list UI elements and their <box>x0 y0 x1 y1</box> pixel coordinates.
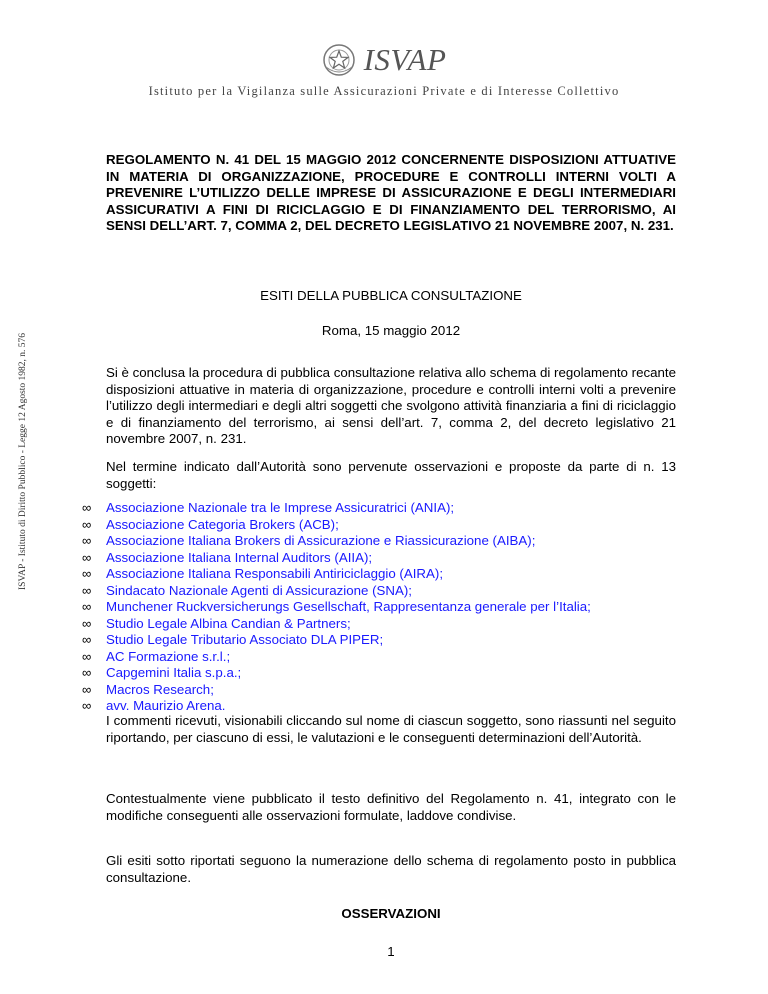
subject-link-aiba[interactable]: Associazione Italiana Brokers di Assicurazione e Riassicurazione (AIBA); <box>106 533 536 548</box>
bullet-icon: ∞ <box>82 533 92 548</box>
subject-link-dla-piper[interactable]: Studio Legale Tributario Associato DLA PIPER; <box>106 632 384 647</box>
bullet-icon: ∞ <box>82 500 92 515</box>
list-item <box>82 566 676 583</box>
list-item <box>82 665 676 682</box>
subject-link-munchener[interactable]: Munchener Ruckversicherungs Gesellschaft, Rappresentanza generale per l’Italia; <box>106 599 591 614</box>
paragraph-numbering: Gli esiti sotto riportati seguono la numerazione dello schema di regolamento posto in pubblica consultazione. <box>106 853 676 885</box>
list-item <box>82 533 676 550</box>
list-item <box>82 616 676 633</box>
regulation-title: REGOLAMENTO N. 41 DEL 15 MAGGIO 2012 CONCERNENTE DISPOSIZIONI ATTUATIVE IN MATERIA DI ORGANIZZAZIONE, PROCEDURE E CONTROLLI INTERNI VOLTI A PREVENIRE L’UTILIZZO DELLE IMPRESE DI ASSICURAZIONE E DEGLI INTERMEDIARI ASSICURATIVI A FINI DI RICICLAGGIO E DI FINANZIAMENTO DEL TERRORISMO, AI SENSI DELL’ART. 7, COMMA 2, DEL DECRETO LEGISLATIVO 21 NOVEMBRE 2007, N. 231. <box>106 152 676 233</box>
bullet-icon: ∞ <box>82 516 92 532</box>
document-date: Roma, 15 maggio 2012 <box>321 323 461 338</box>
page-number: 1 <box>387 944 395 959</box>
subject-link-capgemini[interactable]: Capgemini Italia s.p.a.; <box>106 665 242 680</box>
bullet-icon: ∞ <box>82 698 92 713</box>
subject-link-arena[interactable]: avv. Maurizio Arena. <box>106 698 226 713</box>
subject-link-ac-formazione[interactable]: AC Formazione s.r.l.; <box>106 648 231 664</box>
institute-subtitle: Istituto per la Vigilanza sulle Assicurazioni Private e di Interesse Collettivo <box>148 84 620 98</box>
list-item <box>82 649 676 666</box>
bullet-icon: ∞ <box>82 582 92 598</box>
list-item <box>82 682 676 699</box>
subject-link-macros[interactable]: Macros Research; <box>106 681 214 697</box>
paragraph-comments: I commenti ricevuti, visionabili cliccando sul nome di ciascun soggetto, sono riassunti nel seguito riportando, per ciascuno di essi, le valutazioni e le conseguenti determinazioni dell’Autorità. <box>106 713 676 745</box>
subject-link-sna[interactable]: Sindacato Nazionale Agenti di Assicurazione (SNA); <box>106 582 412 598</box>
subject-link-aiia[interactable]: Associazione Italiana Internal Auditors (AIIA); <box>106 549 373 565</box>
subject-link-candian[interactable]: Studio Legale Albina Candian & Partners; <box>106 615 351 631</box>
list-item <box>82 599 676 616</box>
bullet-icon: ∞ <box>82 665 92 680</box>
brand-name: ISVAP <box>363 42 447 77</box>
list-item <box>82 550 676 567</box>
paragraph-intro: Si è conclusa la procedura di pubblica consultazione relativa allo schema di regolamento recante disposizioni attuative in materia di organizzazione, procedure e controlli interni volti a prevenire l’utilizzo degli intermediari e degli altri soggetti che svolgono attività finanziaria a fini di riciclaggio e di finanziamento del terrorismo, ai sensi dell’art. 7, comma 2, del decreto legislativo 21 novembre 2007, n. 231. <box>106 365 676 446</box>
letterhead <box>0 42 768 99</box>
side-legal-note: ISVAP - Istituto di Diritto Pubblico - Legge 12 Agosto 1982, n. 576 <box>18 332 28 590</box>
bullet-icon: ∞ <box>82 681 92 697</box>
paragraph-definitive-text: Contestualmente viene pubblicato il testo definitivo del Regolamento n. 41, integrato con le modifiche conseguenti alle osservazioni formulate, laddove condivise. <box>106 791 676 823</box>
bullet-icon: ∞ <box>82 615 92 631</box>
subject-link-aira[interactable]: Associazione Italiana Responsabili Antiriciclaggio (AIRA); <box>106 566 444 581</box>
list-item <box>82 517 676 534</box>
bullet-icon: ∞ <box>82 599 92 614</box>
bullet-icon: ∞ <box>82 632 92 647</box>
list-item <box>82 583 676 600</box>
italian-republic-emblem-icon <box>322 43 356 77</box>
bullet-icon: ∞ <box>82 648 92 664</box>
list-item <box>82 632 676 649</box>
logo <box>0 42 768 78</box>
bullet-icon: ∞ <box>82 566 92 581</box>
bullet-icon: ∞ <box>82 549 92 565</box>
observations-heading: OSSERVAZIONI <box>341 906 441 921</box>
subjects-list <box>82 500 676 715</box>
paragraph-subjects-intro: Nel termine indicato dall’Autorità sono pervenute osservazioni e proposte da parte di n. 13 soggetti: <box>106 459 676 491</box>
section-heading: ESITI DELLA PUBBLICA CONSULTAZIONE <box>260 288 522 303</box>
subject-link-ania[interactable]: Associazione Nazionale tra le Imprese Assicuratrici (ANIA); <box>106 500 455 515</box>
subject-link-acb[interactable]: Associazione Categoria Brokers (ACB); <box>106 516 339 532</box>
list-item <box>82 500 676 517</box>
